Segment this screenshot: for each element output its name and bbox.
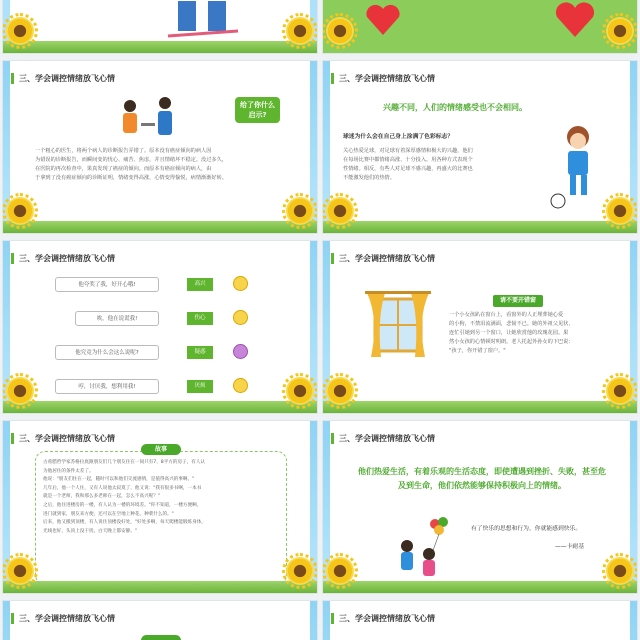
window-curtain-illustration [363,289,433,361]
frame-right [630,601,637,640]
kids-balloons-illustration [389,516,464,586]
sunflower-icon [286,557,314,585]
annoyed-face-icon [233,378,248,393]
speech-bubble: 唉，他在说谎我! [75,311,159,326]
text-line: 他说："朋友们住在一起，随时可以和他们交流感情，是值得高兴的事啊。" [43,477,195,483]
frame-right [310,601,317,640]
sunflower-icon [6,17,34,45]
soccer-boy-illustration [548,123,608,211]
grass-strip [3,221,317,233]
slide-thumb-10[interactable] [322,600,638,640]
section-pill-partial [141,635,181,640]
story-paragraph [449,311,624,356]
section-header [11,609,161,627]
text-line: 在每场比赛中都情绪高涨、十分投入。用各种方式表现个 [343,157,473,163]
question-text: 球迷为什么会在自己身上涂满了色彩标志？ [343,134,454,140]
sunflower-icon [326,557,354,585]
story-paragraph [43,459,283,536]
slide-heading: 他们热爱生活，有着乐观的生活态度，即使遭遇到挫折、失败，甚至危及到生命，他们依然能够保持积极向上的情绪。 [358,467,606,490]
slide-thumb-5[interactable] [2,240,318,414]
slide-thumb-9[interactable] [2,600,318,640]
section-header [11,429,161,447]
slide-thumb-3[interactable] [2,60,318,234]
text-line: 进门就到家，朋友来方便，还可以在空地上种花、种菜什么的。" [43,511,174,517]
grass-strip [3,401,317,413]
text-line: 为错误的诊断报告，而瞬间变的忧心、痛苦、焦虑，并且情绪坏不稳定。没过多久， [35,157,227,163]
frame-left [3,601,10,640]
slide-heading: 兴趣不同，人们的情绪感受也不会相同。 [383,103,527,112]
speech-bubble: 他夸奖了我，好开心哦! [55,277,159,292]
header-bar [11,613,14,624]
text-line: 一个粗心的医生，将两个病人的诊断报告弄错了。原本没有癌症倾向的病人因 [35,148,212,154]
text-line: 连忙引她到另一个窗口，让她欣赏他的玫瑰花园。果 [449,330,569,336]
emotion-tag: 疑惑 [187,346,213,359]
quote-author: ——卡耐基 [555,544,584,550]
section-title: 三、学会调控情绪放飞心情 [19,253,115,263]
slide-thumb-4[interactable] [322,60,638,234]
text-line: 为他居住的条件太差了。 [43,468,94,474]
section-title: 三、学会调控情绪放飞心情 [339,433,435,443]
sad-face-icon [233,310,248,325]
header-bar [11,73,14,84]
section-title: 三、学会调控情绪放飞心情 [19,613,115,623]
section-pill: 故事 [141,444,181,455]
sunflower-icon [6,377,34,405]
sunflower-icon [326,197,354,225]
sunflower-icon [606,197,634,225]
text-line: 之后，他住进楼房的一楼，有人认为一楼的环境差。"你不知道，一楼方便啊， [43,502,202,508]
header-bar [331,253,334,264]
happy-face-icon [233,276,248,291]
speech-bubble: 他究竟为什么会这么说呢? [55,345,159,360]
sunflower-icon [6,197,34,225]
frame-left [323,601,330,640]
slide-thumb-1[interactable] [2,0,318,54]
slide-thumb-2[interactable] [322,0,638,54]
slide-thumb-6[interactable] [322,240,638,414]
text-line: 性情绪。相反，有些人对足球不感兴趣，再盛大的比赛也 [343,166,473,172]
grass-strip [323,401,637,413]
sunflower-icon [606,377,634,405]
section-header [331,609,481,627]
heart-icon [363,1,403,36]
text-line: 然小女孩的心情顿时明朗。老人托起外孙女的下巴说： [449,339,574,345]
sunflower-icon [326,17,354,45]
header-bar [11,433,14,444]
text-line: 后来，他又搬到顶楼，有人说住顶楼没好处，"好处多啊，每天爬楼能锻炼身体， [43,520,206,526]
section-header [11,249,161,267]
sunflower-icon [606,557,634,585]
doctor-patient-illustration [113,91,188,139]
section-header [331,429,481,447]
section-title: 三、学会调控情绪放飞心情 [339,253,435,263]
section-title: 三、学会调控情绪放飞心情 [339,73,435,83]
seesaw-illustration [163,0,243,46]
section-pill: 请不要开错窗 [493,295,543,307]
grass-strip [323,221,637,233]
grass-strip [3,41,317,53]
grass-strip [323,581,637,593]
sunflower-icon [286,197,314,225]
section-header [331,69,481,87]
sunflower-icon [326,377,354,405]
text-line: 一个小女孩趴在窗台上，看窗外的人正埋葬她心爱 [449,312,564,318]
sunflower-icon [286,377,314,405]
section-header [11,69,161,87]
question-callout: 给了你什么启示? [235,97,280,123]
answer-paragraph [343,147,543,183]
text-line: 光线也好，头顶上没干扰，白天晚上都安静。" [43,528,137,534]
story-paragraph [35,147,295,183]
section-title: 三、学会调控情绪放飞心情 [19,433,115,443]
text-line: 几年后，他一个人住，又有人说他太寂寞了，他又说："我有很多书啊，一本书 [43,485,202,491]
section-header [331,249,481,267]
header-bar [331,613,334,624]
text-line: 于拿到了没有癌症倾向的诊断证明，情绪变得高涨，心情变得愉悦，病情渐渐好转。 [35,175,227,181]
section-title: 三、学会调控情绪放飞心情 [339,613,435,623]
text-line: 古希腊哲学家苏格拉底跟朋友们几个朋友住在一间只有7、8平方的房子，有人认 [43,460,206,465]
speech-bubble: 哼，讨厌我，想利用我! [55,379,159,394]
header-bar [331,73,334,84]
text-line: 的小狗，不禁泪流满面，悲恸不已。她的外祖父见状， [449,321,574,327]
section-title: 三、学会调控情绪放飞心情 [19,73,115,83]
confused-face-icon [233,344,248,359]
emotion-tag: 高兴 [187,278,213,291]
text-line: "孩子，你开错了窗户。" [449,348,506,354]
sunflower-icon [286,17,314,45]
text-line: 在医院的再次检查中，果真发现了癌症的倾向。而原本有癌症倾向的病人，由 [35,166,212,172]
heart-icon [553,0,597,39]
sunflower-icon [6,557,34,585]
quote-text: 有了快乐的思想和行为，你就能感到快乐。 [471,526,582,532]
text-line: 就是一个老师，我和那么多老师在一起，怎么不高兴呢？" [43,494,160,500]
slide-thumb-8[interactable] [322,420,638,594]
emotion-tag: 伤心 [187,312,213,325]
emotion-tag: 厌烦 [187,380,213,393]
sunflower-icon [606,17,634,45]
text-line: 关心热爱足球，对足球有着深厚感情和极大的兴趣，他们 [343,148,473,154]
slide-thumb-7[interactable] [2,420,318,594]
header-bar [11,253,14,264]
text-line: 不能激发他们的热情。 [343,175,395,181]
header-bar [331,433,334,444]
